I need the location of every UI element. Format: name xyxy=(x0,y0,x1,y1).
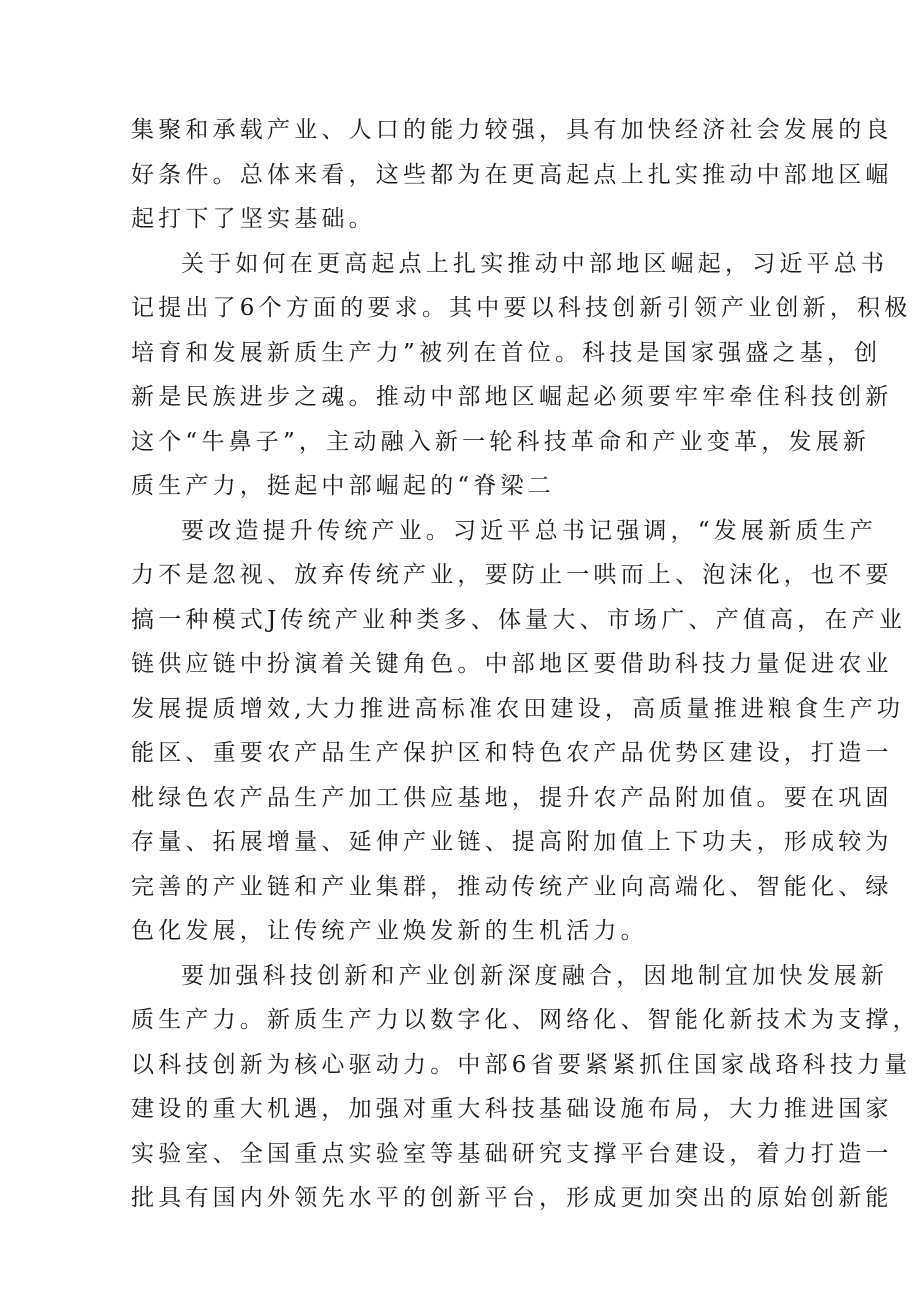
text-line: 以科技创新为核心驱动力。中部6省要紧紧抓住国家战珞科技力量 xyxy=(131,1051,912,1078)
text-line: 建设的重大机遇，加强对重大科技基础设施布局，大力推进国家 xyxy=(131,1096,893,1122)
text-line: 这个“牛鼻子”，主动融入新一轮科技革命和产业变革，发展新 xyxy=(131,428,871,455)
paragraph-start-line: 关于如何在更高起点上扎实推动中部地区崛起，习近平总书 xyxy=(181,250,889,277)
paragraph-start-line: 要改造提升传统产业。习近平总书记强调，“发展新质生产 xyxy=(181,517,877,544)
text-line: 培育和发展新质生产力”被列在首位。科技是国家强盛之基，创 xyxy=(131,339,882,366)
text-line: 存量、拓展增量、延伸产业链、提高附加值上下功夫，形成较为 xyxy=(131,829,893,855)
text-line: 枇绿色农产品生产加工供应基地，提升农产品附加值。要在巩固 xyxy=(131,784,893,811)
paragraph-start-line: 要加强科技创新和产业创新深度融合，因地制宜加快发展新 xyxy=(181,962,889,989)
text-line: 新是民族进步之魂。推动中部地区崛起必须要牢牢牵住科技创新 xyxy=(131,384,893,410)
text-line: 批具有国内外领先水平的创新平台，形成更加突出的原始创新能 xyxy=(131,1185,893,1211)
text-line: 完善的产业链和产业集群，推动传统产业向高端化、智能化、绿 xyxy=(131,873,893,900)
text-line: 力不是忽视、放弃传统产业，要防止一哄而上、泡沫化，也不要 xyxy=(131,562,893,588)
text-line: 质生产力，挺起中部崛起的“脊梁二 xyxy=(131,473,555,499)
text-line: 实验室、全国重点实验室等基础研究支撑平台建设，着力打造一 xyxy=(131,1140,893,1167)
text-line: 记提出了6个方面的要求。其中要以科技创新引领产业创新，积极 xyxy=(131,295,912,321)
text-line: 链供应链中扮演着关键角色。中部地区要借助科技力量促进农业 xyxy=(131,651,893,677)
text-line: 质生产力。新质生产力以数字化、网络化、智能化新技术为支撑， xyxy=(131,1007,920,1033)
text-line: 发展提质增效,大力推进高标准农田建设，高质量推进粮食生产功 xyxy=(131,695,905,722)
text-line: 起打下了坚实基础。 xyxy=(131,206,376,232)
text-line: 好条件。总体来看，这些都为在更高起点上扎实推动中部地区崛 xyxy=(131,161,893,188)
text-line: 集聚和承载产业、人口的能力较强，具有加快经济社会发展的良 xyxy=(131,117,893,143)
text-line: 能区、重要农产品生产保护区和特色农产品优势区建设，打造一 xyxy=(131,740,893,766)
document-body xyxy=(131,108,920,1221)
text-line: 搞一种模式J传统产业种类多、体量大、市场广、产值高，在产业 xyxy=(131,606,907,633)
text-line: 色化发展，让传统产业焕发新的生机活力。 xyxy=(131,918,648,944)
